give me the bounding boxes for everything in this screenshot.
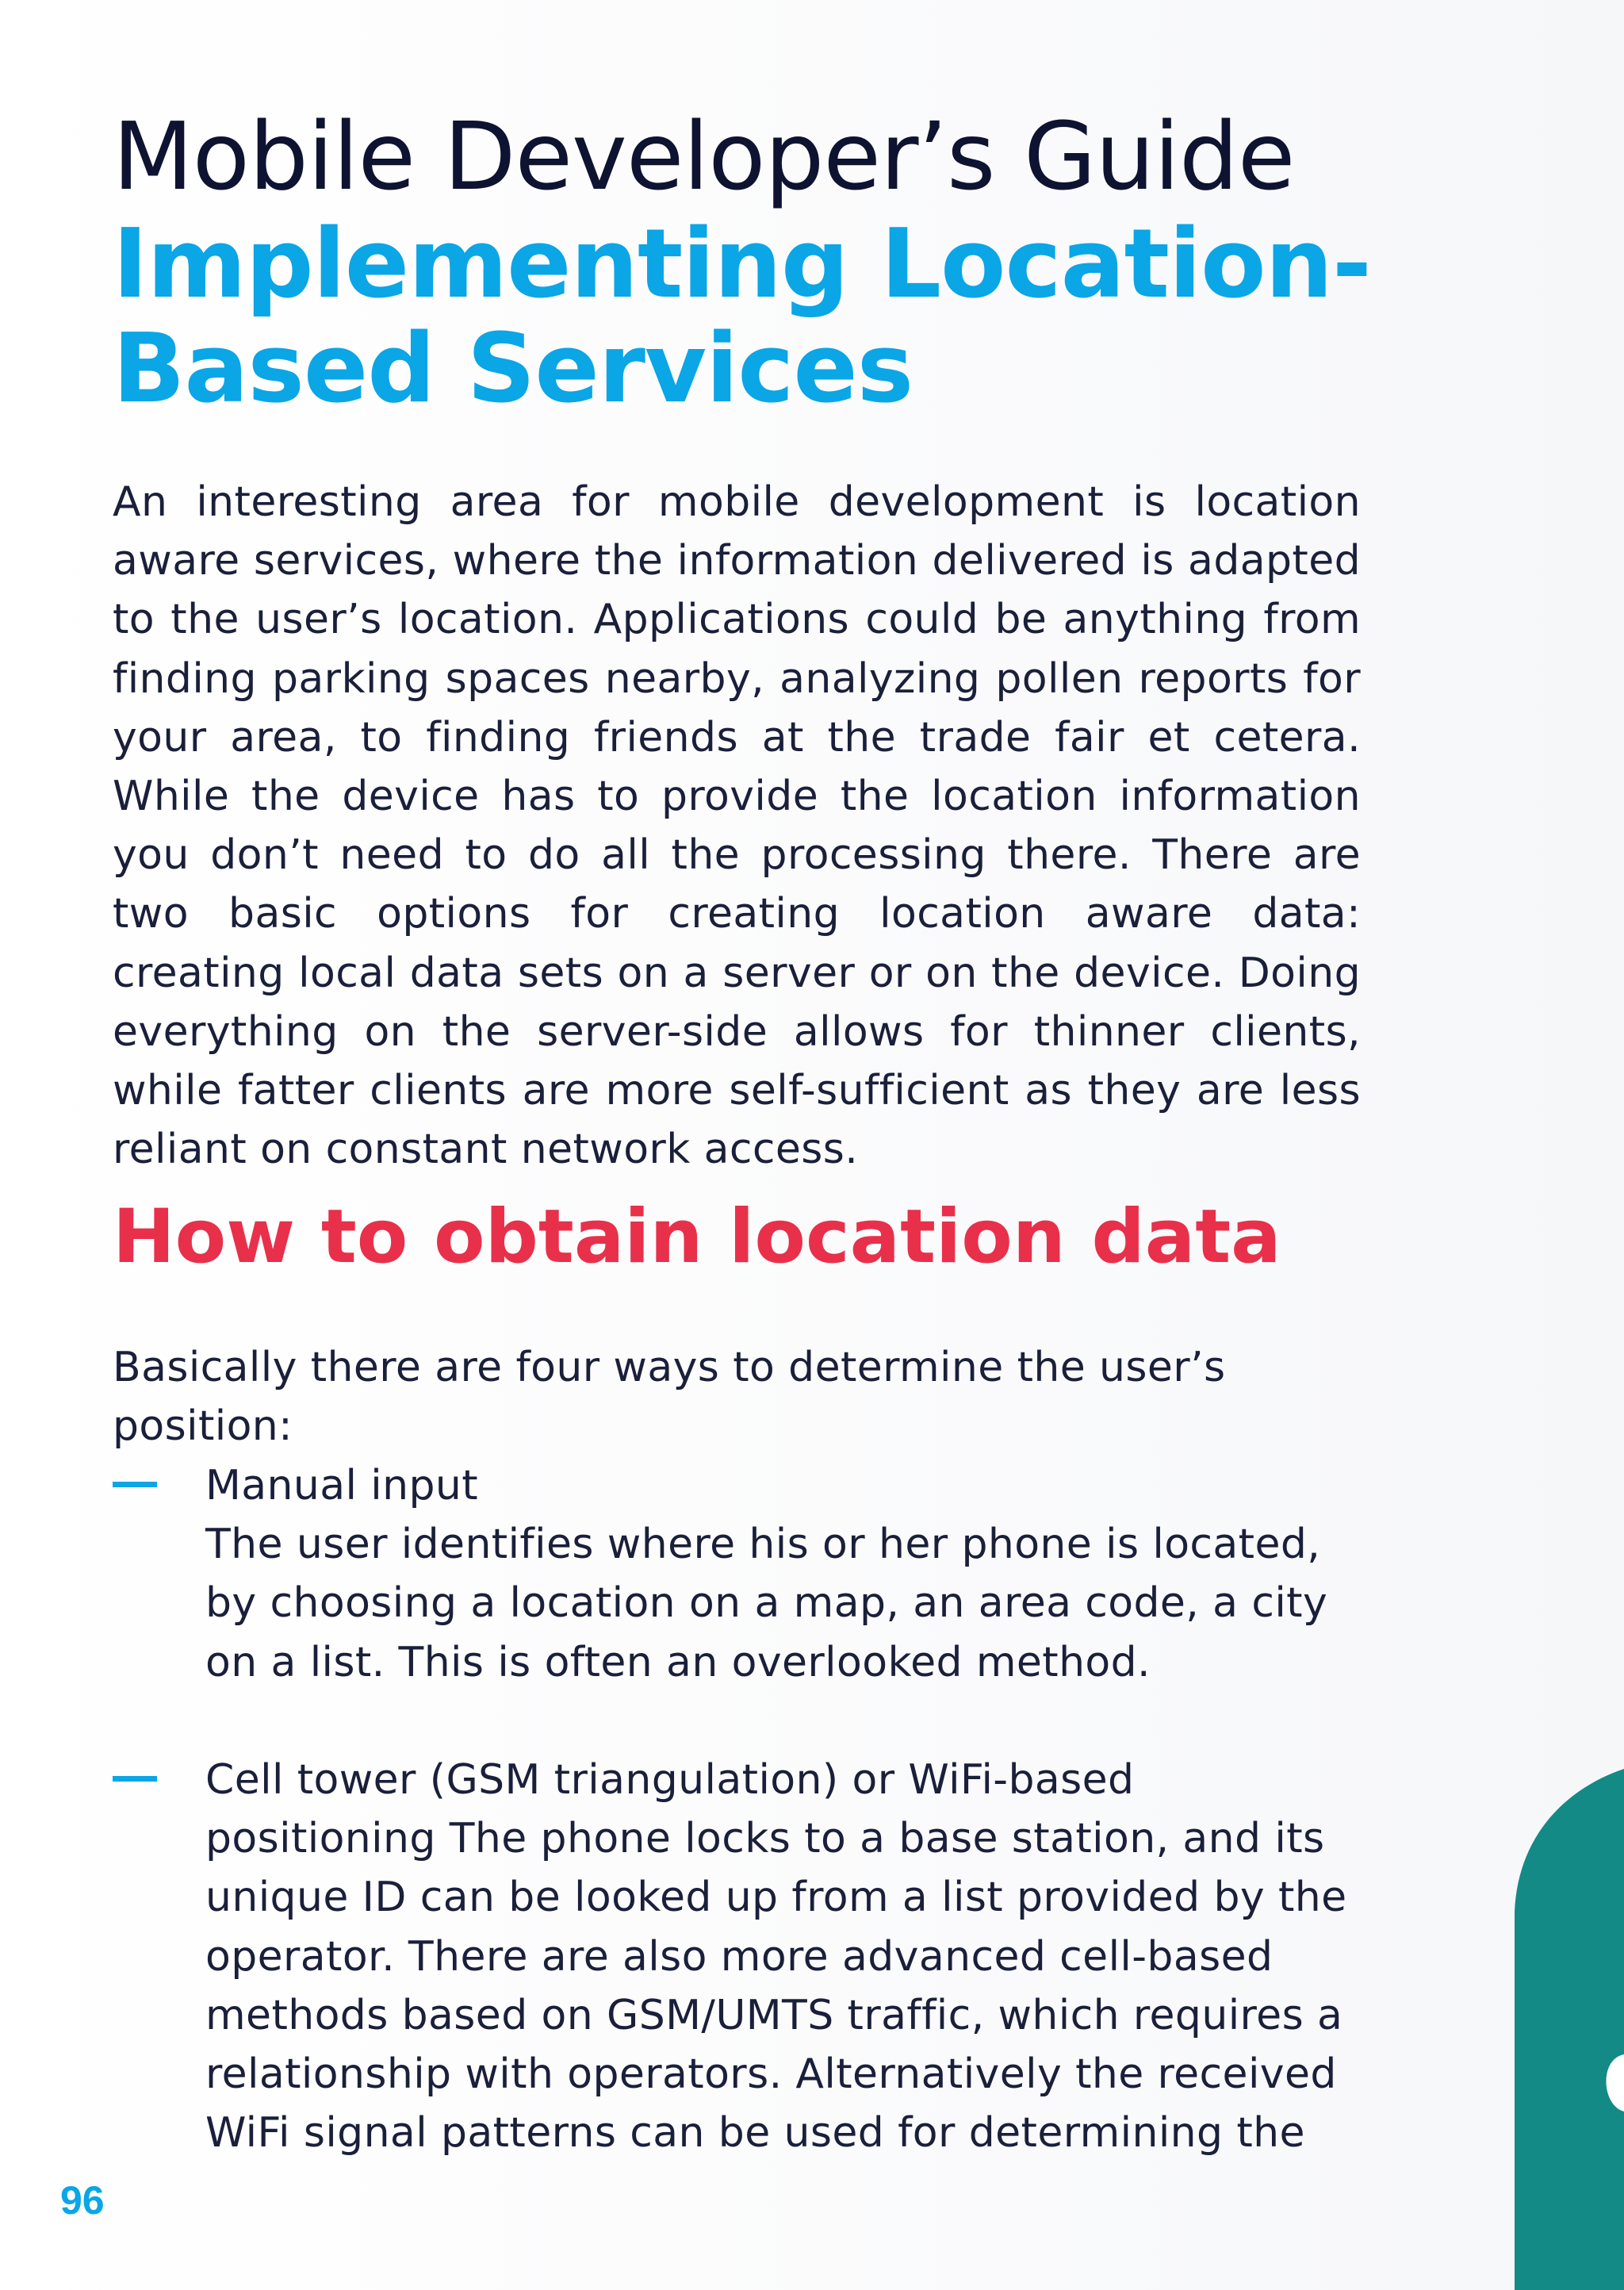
page-number: 96 [60,2178,105,2223]
list-item-text: Manual input The user identifies where his or her phone is located, by choosing a location on a map, an area code, a city on a list. This is often an overlooked method. [205,1462,1328,1686]
decorative-side-shape [1510,1769,1624,2290]
section-heading: How to obtain location data [113,1194,1281,1280]
dash-bullet-icon [113,1482,157,1487]
page-subtitle: Implementing Location-Based Services [113,209,1371,424]
list-item-text: Cell tower (GSM triangulation) or WiFi-based positioning The phone locks to a base station, and its unique ID can be looked up from a list provided by the operator. There are also more advanced cell-based methods based on GSM/UMTS traffic, which requires a relationship with operators. Alternatively the received WiFi signal patterns can be used for determining the [205,1756,1347,2158]
intro-paragraph: An interesting area for mobile development is location aware services, where the information delivered is adapted to the user’s location. Applications could be anything from finding parking spaces nearby, analyzing pollen reports for your area, to finding friends at the trade fair et cetera. While the device has to provide the location information you don’t need to do all the processing there. There are two basic options for creating location aware data: creating local data sets on a server or on the device. Doing everything on the server-side allows for thinner clients, while fatter clients are more self-sufficient as they are less reliant on constant network access. [113,478,1361,1174]
side-shape-fill [1515,1769,1624,2290]
page-title: Mobile Developer’s Guide [113,102,1295,211]
section-lead: Basically there are four ways to determine the user’s position: [113,1344,1226,1450]
dash-bullet-icon [113,1776,157,1782]
